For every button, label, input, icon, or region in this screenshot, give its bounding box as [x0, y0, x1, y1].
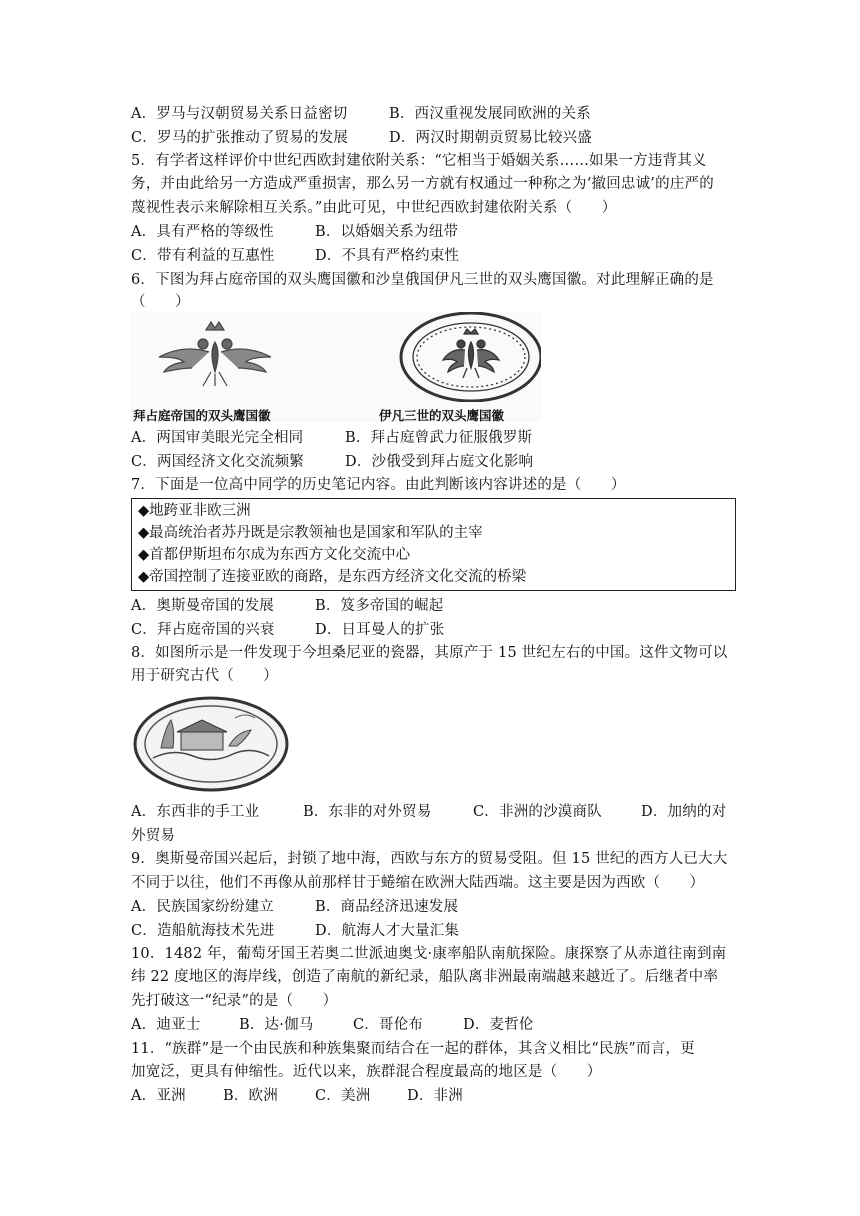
q8-option-b: B．东非的对外贸易	[303, 804, 432, 820]
q6-option-a: A．两国审美眼光完全相同	[131, 430, 304, 446]
q10-option-b: B．达·伽马	[239, 1017, 314, 1033]
q11-options-row	[131, 1086, 463, 1106]
note-item: ◆帝国控制了连接亚欧的商路，是东西方经济文化交流的桥梁	[138, 569, 527, 585]
note-item: ◆最高统治者苏丹既是宗教领袖也是国家和军队的主宰	[138, 525, 483, 541]
porcelain-dish-icon	[131, 688, 291, 796]
q10-option-c: C．哥伦布	[353, 1017, 424, 1033]
byzantine-emblem-caption: 拜占庭帝国的双头鹰国徽	[133, 408, 271, 423]
q9-options-row-1	[131, 897, 458, 917]
q9-stem-line-1: 9．奥斯曼帝国兴起后，封锁了地中海，西欧与东方的贸易受阻。但 15 世纪的西方人已大大	[131, 851, 728, 867]
q5-option-d: D．不具有严格约束性	[315, 248, 460, 264]
q6-options-row-2	[131, 452, 533, 472]
q7-option-b: B．笈多帝国的崛起	[315, 598, 444, 614]
q8-option-d: D．加纳的对	[641, 804, 727, 820]
ivan-emblem-caption: 伊凡三世的双头鹰国徽	[379, 408, 505, 423]
q8-options-row-1	[131, 802, 726, 822]
q11-option-b: B．欧洲	[223, 1088, 278, 1104]
q4-option-b: B．西汉重视发展同欧洲的关系	[389, 106, 591, 122]
q6-option-c: C．两国经济文化交流频繁	[131, 454, 304, 470]
q8-option-a: A．东西非的手工业	[131, 804, 260, 820]
note-item: ◆首都伊斯坦布尔成为东西方文化交流中心	[138, 547, 411, 563]
q7-options-row-1	[131, 596, 443, 616]
q9-option-c: C．造船航海技术先进	[131, 923, 275, 939]
q5-stem-line-3: 蔑视性表示来解除相互关系。”由此可见，中世纪西欧封建依附关系（ ）	[131, 200, 617, 216]
q4-option-d: D．两汉时期朝贡贸易比较兴盛	[389, 130, 592, 146]
q7-option-c: C．拜占庭帝国的兴衰	[131, 622, 275, 638]
q10-option-d: D．麦哲伦	[463, 1017, 534, 1033]
q5-stem-line-1: 5．有学者这样评价中世纪西欧封建依附关系：“它相当于婚姻关系……如果一方违背其义	[131, 153, 707, 169]
q5-options-row-2	[131, 246, 459, 266]
q9-option-a: A．民族国家纷纷建立	[131, 899, 274, 915]
q11-option-a: A．亚洲	[131, 1088, 186, 1104]
q5-stem-line-2: 务，并由此给另一方造成严重损害，那么另一方就有权通过一种称之为‘撤回忠诚’的庄严的	[131, 176, 714, 192]
q9-options-row-2	[131, 921, 459, 941]
q4-options-row-2	[131, 128, 592, 148]
q11-option-d: D．非洲	[407, 1088, 463, 1104]
q4-options-row-1	[131, 104, 591, 124]
q10-stem-line-1: 10．1482 年，葡萄牙国王若奥二世派迪奥戈·康率船队南航探险。康探察了从赤道往南到南	[131, 946, 727, 962]
q4-option-c: C．罗马的扩张推动了贸易的发展	[131, 130, 349, 146]
q9-stem-line-2: 不同于以往，他们不再像从前那样甘于蜷缩在欧洲大陆西端。这主要是因为西欧（ ）	[131, 875, 705, 891]
byzantine-eagle-icon	[131, 312, 541, 402]
emblem-figure	[131, 312, 541, 422]
q10-stem-line-2: 纬 22 度地区的海岸线，创造了南航的新纪录，船队离非洲最南端越来越近了。后继者中率	[131, 969, 719, 985]
q6-options-row-1	[131, 428, 532, 448]
q4-option-a: A．罗马与汉朝贸易关系日益密切	[131, 106, 348, 122]
q9-option-b: B．商品经济迅速发展	[315, 899, 459, 915]
q9-option-d: D．航海人才大量汇集	[315, 923, 460, 939]
q8-option-d-continued: 外贸易	[131, 828, 176, 844]
q7-option-a: A．奥斯曼帝国的发展	[131, 598, 274, 614]
q6-option-d: D．沙俄受到拜占庭文化影响	[345, 454, 534, 470]
q8-option-c: C．非洲的沙漠商队	[473, 804, 602, 820]
q7-stem: 7．下面是一位高中同学的历史笔记内容。由此判断该内容讲述的是（ ）	[131, 477, 626, 493]
history-notes-box	[131, 498, 736, 591]
note-item: ◆地跨亚非欧三洲	[138, 503, 251, 519]
q10-options-row	[131, 1015, 534, 1035]
q7-options-row-2	[131, 620, 444, 640]
q6-option-b: B．拜占庭曾武力征服俄罗斯	[345, 430, 533, 446]
porcelain-image	[131, 688, 291, 796]
q10-stem-line-3: 先打破这一“纪录”的是（ ）	[131, 993, 338, 1009]
q10-option-a: A．迪亚士	[131, 1017, 201, 1033]
q8-stem-line-2: 用于研究古代（ ）	[131, 668, 278, 684]
q5-option-c: C．带有利益的互惠性	[131, 248, 275, 264]
q11-option-c: C．美洲	[315, 1088, 371, 1104]
q7-option-d: D．日耳曼人的扩张	[315, 622, 445, 638]
q6-stem-line-1: 6．下图为拜占庭帝国的双头鹰国徽和沙皇俄国伊凡三世的双头鹰国徽。对此理解正确的是	[131, 272, 714, 288]
q8-stem-line-1: 8．如图所示是一件发现于今坦桑尼亚的瓷器，其原产于 15 世纪左右的中国。这件文物可以	[131, 645, 728, 661]
q11-stem-line-2: 加宽泛，更具有伸缩性。近代以来，族群混合程度最高的地区是（ ）	[131, 1064, 602, 1080]
q6-stem-line-2: （ ）	[131, 294, 190, 310]
q5-option-b: B．以婚姻关系为纽带	[315, 224, 459, 240]
q11-stem-line-1: 11．“族群”是一个由民族和种族集聚而结合在一起的群体，其含义相比“民族”而言，更	[131, 1041, 695, 1057]
q5-options-row-1	[131, 222, 458, 242]
q5-option-a: A．具有严格的等级性	[131, 224, 274, 240]
